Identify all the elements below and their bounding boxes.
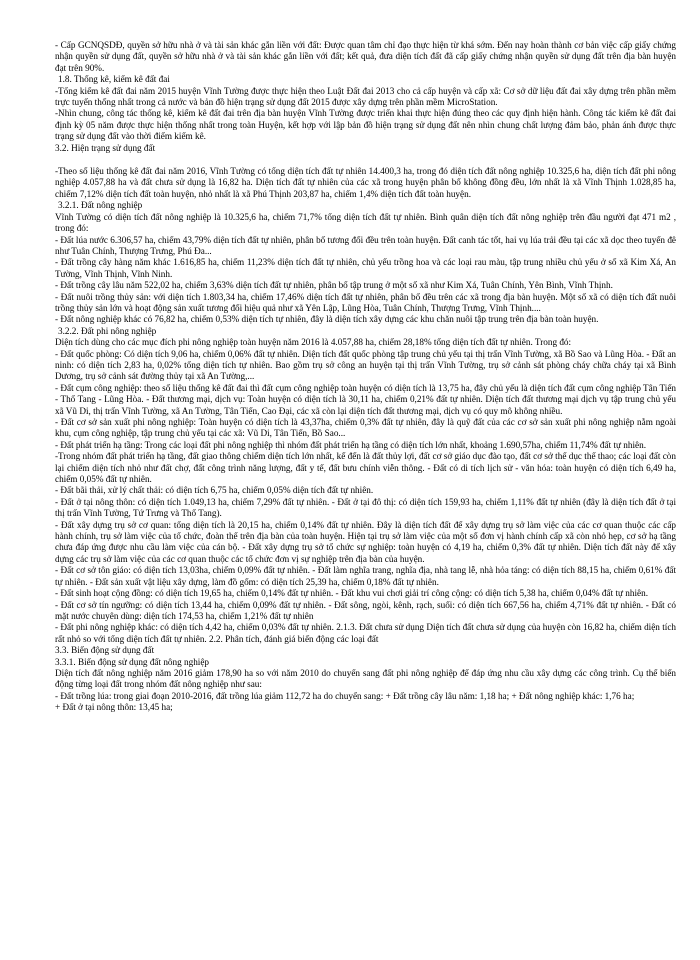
paragraph: - Đất phát triển hạ tầng: Trong các loại đất phi nông nghiệp thì nhóm đất phát triển hạ tầng có diện tích lớn nhất, khoảng 1.690,57ha, chiếm 11,74% đất tự nhiên. bbox=[55, 439, 646, 450]
paragraph: - Đất sinh hoạt cộng đồng: có diện tích 19,65 ha, chiếm 0,14% đất tự nhiên. - Đất khu vui chơi giải trí công cộng: có diện tích 5,38 ha, chiếm 0,04% đất tự nhiên. bbox=[55, 588, 648, 599]
paragraph: Vĩnh Tường có diện tích đất nông nghiệp là 10.325,6 ha, chiếm 71,7% tổng diện tích đất tự nhiên. Bình quân diện tích đất nông nghiệp trên đầu người đạt 471 m2 , trong đó: bbox=[55, 211, 676, 234]
paragraph: - Cấp GCNQSDĐ, quyền sở hữu nhà ở và tài sản khác gắn liền với đất: Được quan tâm chỉ đạo thực hiện từ khá sớm. Đến nay hoàn thành cơ bản việc cấp giấy chứng nhận quyền sử dụng đất, quyền sở hữu nhà ở và tài sản khác gắn liền với đất; kết quả, đưa diện tích đất đã cấp giấy chứng nhận quyền sử dụng đất trên địa bàn huyện đạt trên 90%. bbox=[55, 40, 676, 73]
paragraph: -Nhìn chung, công tác thống kê, kiểm kê đất đai trên địa bàn huyện Vĩnh Tường được triển khai thực hiện đúng theo các quy định hiện hành. Công tác kiểm kê đất đai định kỳ 05 năm được thực hiện thống nhất trong toàn Huyện, kết hợp với lập bản đồ hiện trạng sử dụng đất nên nhìn chung chất lượng đảm bảo, phản ánh được thực trạng sử dụng đất vào thời điểm kiểm kê. bbox=[55, 108, 676, 142]
section-heading: 3.2.1. Đất nông nghiệp bbox=[58, 200, 143, 211]
paragraph: - Đất trồng cây hàng năm khác 1.616,85 ha, chiếm 11,23% diện tích đất tự nhiên, chủ yếu trồng hoa và các loại rau màu, tập trung nhiều chủ yếu ở số xã Kim Xá, An Tường, Vĩnh Thịnh, Vĩnh Ninh. bbox=[55, 257, 676, 279]
paragraph: - Đất cơ sở tín ngưỡng: có diện tích 13,44 ha, chiếm 0,09% đất tự nhiên. - Đất sông, ngòi, kênh, rạch, suối: có diện tích 667,56 ha, chiếm 4,71% đất tự nhiên. - Đất có mặt nước chuyên dùng: diện tích 174,53 ha, chiếm 1,21% đất tự nhiên bbox=[55, 599, 676, 621]
paragraph: - Đất xây dựng trụ sở cơ quan: tổng diện tích là 20,15 ha, chiếm 0,14% đất tự nhiên. Đây là diện tích đất để xây dựng trụ sở làm việc của các cơ quan thuộc các cấp hành chính, trụ sở làm việc của tổ chức, đoàn thể trên địa bàn của toàn huyện. Hiện tại trụ sở làm việc của một số đơn vị hành chính cấp xã còn nhỏ hẹp, cơ sở hạ tầng chưa đáp ứng được nhu cầu làm việc của cán bộ. - Đất xây dựng trụ sở tổ chức sự nghiệp: toàn huyện có 4,19 ha, chiếm 0,3% đất tự nhiên. Diện tích đất này để xây dựng các trụ sở làm việc của các cơ quan thuộc các tổ chức đơn vị sự nghiệp trên địa bàn của huyện. bbox=[55, 519, 676, 564]
paragraph: - Đất nuôi trồng thủy sản: với diện tích 1.803,34 ha, chiếm 17,46% diện tích đất tự nhiên, phân bổ đều trên các xã trong địa bàn huyện. Một số xã có diện tích đất nuôi trồng thủy sản lớn và hoạt động sản xuất tương đối hiệu quả như xã Yên Lập, Lũng Hòa, Tuân Chính, Thượng Trưng, Vĩnh Thịnh.... bbox=[55, 291, 676, 313]
section-heading: 3.3. Biến động sử dụng đất bbox=[55, 645, 155, 656]
paragraph: - Đất trồng cây lâu năm 522,02 ha, chiếm 3,63% diện tích đất tự nhiên, phân bổ tập trung ở một số xã như Kim Xá, Tuân Chính, Yên Bình, Vĩnh Thịnh. bbox=[55, 280, 613, 291]
section-heading: 3.3.1. Biến động sử dụng đất nông nghiệp bbox=[55, 656, 210, 667]
paragraph: - Đất cơ sở sản xuất phi nông nghiệp: Toàn huyện có diện tích là 43,37ha, chiếm 0,3% đất tự nhiên, đây là quỹ đất của các cơ sở sản xuất phi nông nghiệp nằm ngoài khu, cụm công nghiệp, tập trung chủ yếu tại các xã: Vũ Di, Tân Tiến, Bồ Sao... bbox=[55, 417, 676, 439]
paragraph: -Theo số liệu thống kê đất đai năm 2016, Vĩnh Tường có tổng diện tích đất tự nhiên 14.400,3 ha, trong đó diện tích đất nông nghiệp 10.325,6 ha, diện tích đất phi nông nghiệp 4.057,88 ha và đất chưa sử dụng là 16,82 ha. Diện tích đất tự nhiên của các xã trong huyện phân bố không đồng đều, lớn nhất là xã Vĩnh Thịnh 1.028,85 ha, chiếm 7,12% diện tích đất toàn huyện, nhỏ nhất là xã Phú Thịnh 203,87 ha, chiếm 1,4% diện tích đất toàn huyện. bbox=[55, 166, 676, 199]
section-heading: + Đất ở tại nông thôn: 13,45 ha; bbox=[55, 702, 173, 713]
section-heading: 1.8. Thống kê, kiểm kê đất đai bbox=[58, 74, 170, 85]
section-heading: 3.2. Hiện trạng sử dụng đất bbox=[55, 142, 156, 153]
section-heading: 3.2.2. Đất phi nông nghiệp bbox=[58, 325, 157, 336]
paragraph: - Đất trồng lúa: trong giai đoạn 2010-2016, đất trồng lúa giảm 112,72 ha do chuyển sang: + Đất trồng cây lâu năm: 1,18 ha; + Đất nông nghiệp khác: 1,76 ha; bbox=[55, 690, 635, 701]
paragraph: - Đất lúa nước 6.306,57 ha, chiếm 43,79% diện tích đất tự nhiên, phân bố tương đối đều trên toàn huyện. Đất canh tác tốt, hai vụ lúa trải đều tại các xã dọc theo tuyến đê như Tuân Chính, Thượng Trưng, Phú Đa... bbox=[55, 234, 676, 256]
paragraph: - Đất cụm công nghiệp: theo số liệu thống kê đất đai thì đất cụm công nghiệp toàn huyện có diện tích là 13,75 ha, đây chủ yếu là diện tích đất cụm công nghiệp Tân Tiến - Thổ Tang - Lũng Hòa. - Đất thương mại, dịch vụ: Toàn huyện có diện tích là 30,11 ha, chiếm 0,21% đất tự nhiên. Diện tích đất thương mại dịch vụ tập trung chủ yếu xã Vũ Di, thị trấn Vĩnh Tường, xã An Tường, Tân Tiến, Cao Đại, các xã còn lại diện tích đất thương mại, dịch vụ có quy mô không nhiều. bbox=[55, 382, 676, 416]
paragraph: - Đất phi nông nghiệp khác: có diện tích 4,42 ha, chiếm 0,03% đất tự nhiên. 2.1.3. Đất chưa sử dụng Diện tích đất chưa sử dụng của huyện còn 16,82 ha, chiếm diện tích rất nhỏ so với tổng diện tích đất tự nhiên. 2.2. Phân tích, đánh giá biến động các loại đất bbox=[55, 622, 676, 644]
paragraph: - Đất quốc phòng: Có diện tích 9,06 ha, chiếm 0,06% đất tự nhiên. Diện tích đất quốc phòng tập trung chủ yếu tại thị trấn Vĩnh Tường, xã Bồ Sao và Lũng Hòa. - Đất an ninh: có diện tích 2,83 ha, 0,02% tổng diện tích tự nhiên. Bao gồm trụ sở công an huyện tại thị trấn Vĩnh Tường, trụ sở cảnh sát phòng cháy chữa cháy tại xã Bình Dương, trụ sở cảnh sát đường thủy tại xã An Tường,... bbox=[55, 348, 676, 382]
paragraph: -Trong nhóm đất phát triển hạ tầng, đất giao thông chiếm diện tích lớn nhất, kế đến là đất thủy lợi, đất cơ sở giáo dục đào tạo, đất cơ sở thể dục thể thao; các loại đất còn lại chiếm diện tích nhỏ như đất chợ, đất công trình năng lượng, đất y tế, đất bưu chính viễn thông. - Đất có di tích lịch sử - văn hóa: toàn huyện có diện tích 6,49 ha, chiếm 0,05% đất tự nhiên. bbox=[55, 451, 676, 485]
paragraph: Diện tích đất nông nghiệp năm 2016 giảm 178,90 ha so với năm 2010 do chuyển sang đất phi nông nghiệp để đáp ứng nhu cầu xây dựng các công trình. Cụ thể biến động từng loại đất trong nhóm đất nông nghiệp như sau: bbox=[55, 667, 676, 690]
paragraph: - Đất cơ sở tôn giáo: có diện tích 13,03ha, chiếm 0,09% đất tự nhiên. - Đất làm nghĩa trang, nghĩa địa, nhà tang lễ, nhà hỏa táng: có diện tích 88,15 ha, chiếm 0,61% đất tự nhiên. - Đất sản xuất vật liệu xây dựng, làm đồ gốm: có diện tích 25,39 ha, chiếm 0,18% đất tự nhiên. bbox=[55, 565, 676, 587]
paragraph: - Đất bãi thải, xử lý chất thải: có diện tích 6,75 ha, chiếm 0,05% diện tích đất tự nhiên. bbox=[55, 485, 374, 496]
paragraph: - Đất nông nghiệp khác có 76,82 ha, chiếm 0,53% diện tích tự nhiên, đây là diện tích xây dựng các khu chăn nuôi tập trung trên địa bàn toàn huyện. bbox=[55, 314, 599, 325]
paragraph: - Đất ở tại nông thôn: có diện tích 1.049,13 ha, chiếm 7,29% đất tự nhiên. - Đất ở tại đô thị: có diện tích 159,93 ha, chiếm 1,11% đất tự nhiên (đây là diện tích đất ở tại thị trấn Vĩnh Tường, Tứ Trưng và Thổ Tang). bbox=[55, 496, 676, 519]
paragraph: Diện tích dùng cho các mục đích phi nông nghiệp toàn huyện năm 2016 là 4.057,88 ha, chiếm 28,18% tổng diện tích đất tự nhiên. Trong đó: bbox=[55, 337, 572, 348]
paragraph: -Tổng kiểm kê đất đai năm 2015 huyện Vĩnh Tường được thực hiện theo Luật Đất đai 2013 cho cả cấp huyện và cấp xã: Cơ sở dữ liệu đất đai xây dựng trên phần mềm trực tuyến thống nhất trong cả nước và bản đồ hiện trạng sử dụng đất 2015 được xây dựng trên phần mềm MicroStation. bbox=[55, 85, 676, 108]
